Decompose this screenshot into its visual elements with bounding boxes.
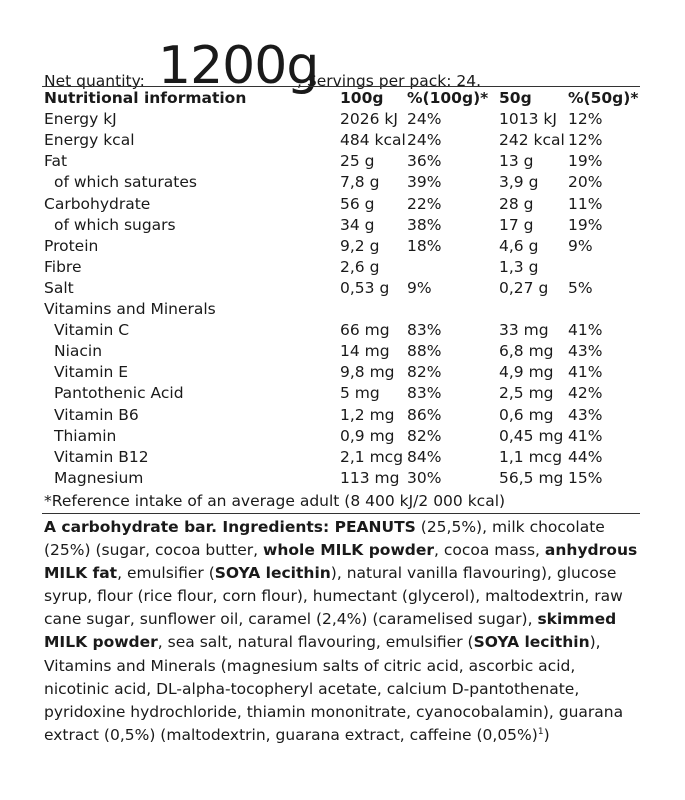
ingredient-bold: skimmed MILK powder [44, 610, 617, 652]
pct-50g: 44% [568, 447, 603, 466]
ingredients-text [44, 516, 642, 747]
nutrient-name: Carbohydrate [44, 194, 151, 213]
value-100g: 5 mg [340, 384, 380, 403]
nutrient-name: Pantothenic Acid [54, 384, 184, 403]
pct-50g: 43% [568, 405, 603, 424]
value-100g: 0,9 mg [340, 426, 395, 445]
value-50g: 4,6 g [499, 236, 539, 255]
value-50g: 1,3 g [499, 257, 539, 276]
nutrient-name: Magnesium [54, 468, 144, 487]
value-50g: 0,45 mg [499, 426, 564, 445]
pct-50g: 11% [568, 194, 603, 213]
pct-100g: 36% [407, 152, 442, 171]
value-100g: 56 g [340, 194, 375, 213]
pct-100g: 38% [407, 215, 442, 234]
pct-100g: 83% [407, 321, 442, 340]
nutrient-name: Vitamin E [54, 363, 129, 382]
header-50g: 50g [499, 89, 532, 107]
nutrient-name: of which saturates [54, 173, 197, 192]
ingredient-bold: SOYA lecithin [473, 633, 590, 652]
header-100g: 100g [340, 89, 384, 107]
reference-intake-footnote: *Reference intake of an average adult (8 400 kJ/2 000 kcal) [44, 492, 506, 510]
nutrient-name: Salt [44, 278, 74, 297]
pct-50g: 12% [568, 131, 603, 150]
pct-100g: 24% [407, 110, 442, 129]
nutrient-name: Thiamin [54, 426, 117, 445]
value-100g: 1,2 mg [340, 405, 395, 424]
nutrient-name: Protein [44, 236, 99, 255]
nutrient-name: Fibre [44, 257, 82, 276]
header-pct-50g: %(50g)* [568, 89, 639, 107]
nutrient-name: Vitamin B6 [54, 405, 139, 424]
net-quantity-amount: 1200g [158, 36, 319, 96]
value-100g: 2,1 mcg [340, 447, 404, 466]
nutrient-name: Energy kcal [44, 131, 135, 150]
value-50g: 56,5 mg [499, 468, 564, 487]
nutrient-name: Vitamins and Minerals [44, 300, 216, 318]
value-50g: 17 g [499, 215, 534, 234]
pct-100g: 84% [407, 447, 442, 466]
value-50g: 33 mg [499, 321, 549, 340]
footnote-marker: 1 [537, 726, 544, 737]
ingredients-rule [42, 513, 640, 514]
nutrient-name: Niacin [54, 342, 103, 361]
value-50g: 6,8 mg [499, 342, 554, 361]
ingredient-text: , cocoa mass, [434, 541, 545, 560]
ingredient-text: ) [543, 725, 550, 744]
pct-50g: 19% [568, 215, 603, 234]
value-100g: 25 g [340, 152, 375, 171]
pct-100g: 88% [407, 342, 442, 361]
value-100g: 9,8 mg [340, 363, 395, 382]
nutrition-label [44, 20, 644, 780]
value-100g: 113 mg [340, 468, 400, 487]
pct-50g: 41% [568, 363, 603, 382]
value-100g: 66 mg [340, 321, 390, 340]
pct-50g: 41% [568, 321, 603, 340]
ingredient-text: , emulsifier ( [117, 564, 215, 583]
pct-100g: 30% [407, 468, 442, 487]
value-50g: 0,6 mg [499, 405, 554, 424]
ingredient-bold: SOYA lecithin [214, 564, 331, 583]
top-rule [42, 86, 640, 87]
ingredient-text: (25,5%), milk chocolate (25%) (sugar, cocoa butter, [44, 518, 605, 560]
value-100g: 0,53 g [340, 278, 390, 297]
pct-100g: 24% [407, 131, 442, 150]
value-50g: 13 g [499, 152, 534, 171]
ingredient-bold: whole MILK powder [263, 541, 435, 560]
value-50g: 0,27 g [499, 278, 549, 297]
pct-50g: 9% [568, 236, 593, 255]
pct-100g: 83% [407, 384, 442, 403]
value-50g: 2,5 mg [499, 384, 554, 403]
pct-100g: 82% [407, 426, 442, 445]
value-100g: 34 g [340, 215, 375, 234]
nutrient-name: of which sugars [54, 215, 176, 234]
pct-50g: 43% [568, 342, 603, 361]
ingredient-bold: anhydrous MILK fat [44, 541, 638, 583]
ingredient-text: , sea salt, natural flavouring, emulsifier ( [157, 633, 474, 652]
pct-50g: 5% [568, 278, 593, 297]
value-50g: 242 kcal [499, 131, 565, 150]
pct-50g: 42% [568, 384, 603, 403]
pct-50g: 19% [568, 152, 603, 171]
value-50g: 4,9 mg [499, 363, 554, 382]
value-50g: 3,9 g [499, 173, 539, 192]
ingredient-bold: A carbohydrate bar. Ingredients: PEANUTS [44, 518, 416, 536]
ingredient-text: ), natural vanilla flavouring), glucose syrup, flour (rice flour, corn flour), humectant (glycerol), maltodextrin, raw cane sugar, sunflower oil, caramel (2,4%) (caramelised sugar), [44, 564, 623, 629]
value-100g: 2026 kJ [340, 110, 398, 129]
value-50g: 28 g [499, 194, 534, 213]
pct-50g: 41% [568, 426, 603, 445]
pct-50g: 12% [568, 110, 603, 129]
pct-100g: 82% [407, 363, 442, 382]
pct-100g: 86% [407, 405, 442, 424]
value-100g: 9,2 g [340, 236, 380, 255]
nutrient-name: Vitamin B12 [54, 447, 149, 466]
pct-100g: 22% [407, 194, 442, 213]
pct-50g: 20% [568, 173, 603, 192]
value-100g: 2,6 g [340, 257, 380, 276]
servings-per-pack: , Servings per pack: 24. [297, 72, 482, 90]
value-50g: 1013 kJ [499, 110, 557, 129]
nutrient-name: Vitamin C [54, 321, 130, 340]
value-100g: 7,8 g [340, 173, 380, 192]
ingredient-text: ), Vitamins and Minerals (magnesium salts of citric acid, ascorbic acid, nicotinic acid, DL-alpha-tocopheryl acetate, calcium D-pantothenate, pyridoxine hydrochloride, thiamin mononitrate, cyanocobalamin), guarana extract (0,5%) (maltodextrin, guarana extract, caffeine (0,05%) [44, 633, 624, 744]
pct-100g: 18% [407, 236, 442, 255]
nutrient-name: Fat [44, 152, 68, 171]
pct-50g: 15% [568, 468, 603, 487]
value-100g: 14 mg [340, 342, 390, 361]
net-quantity-label: Net quantity: [44, 72, 145, 90]
header-pct-100g: %(100g)* [407, 89, 489, 107]
pct-100g: 9% [407, 278, 432, 297]
nutrient-name: Energy kJ [44, 110, 117, 129]
pct-100g: 39% [407, 173, 442, 192]
header-nutritional-information: Nutritional information [44, 89, 247, 107]
value-100g: 484 kcal [340, 131, 406, 150]
value-50g: 1,1 mcg [499, 447, 563, 466]
